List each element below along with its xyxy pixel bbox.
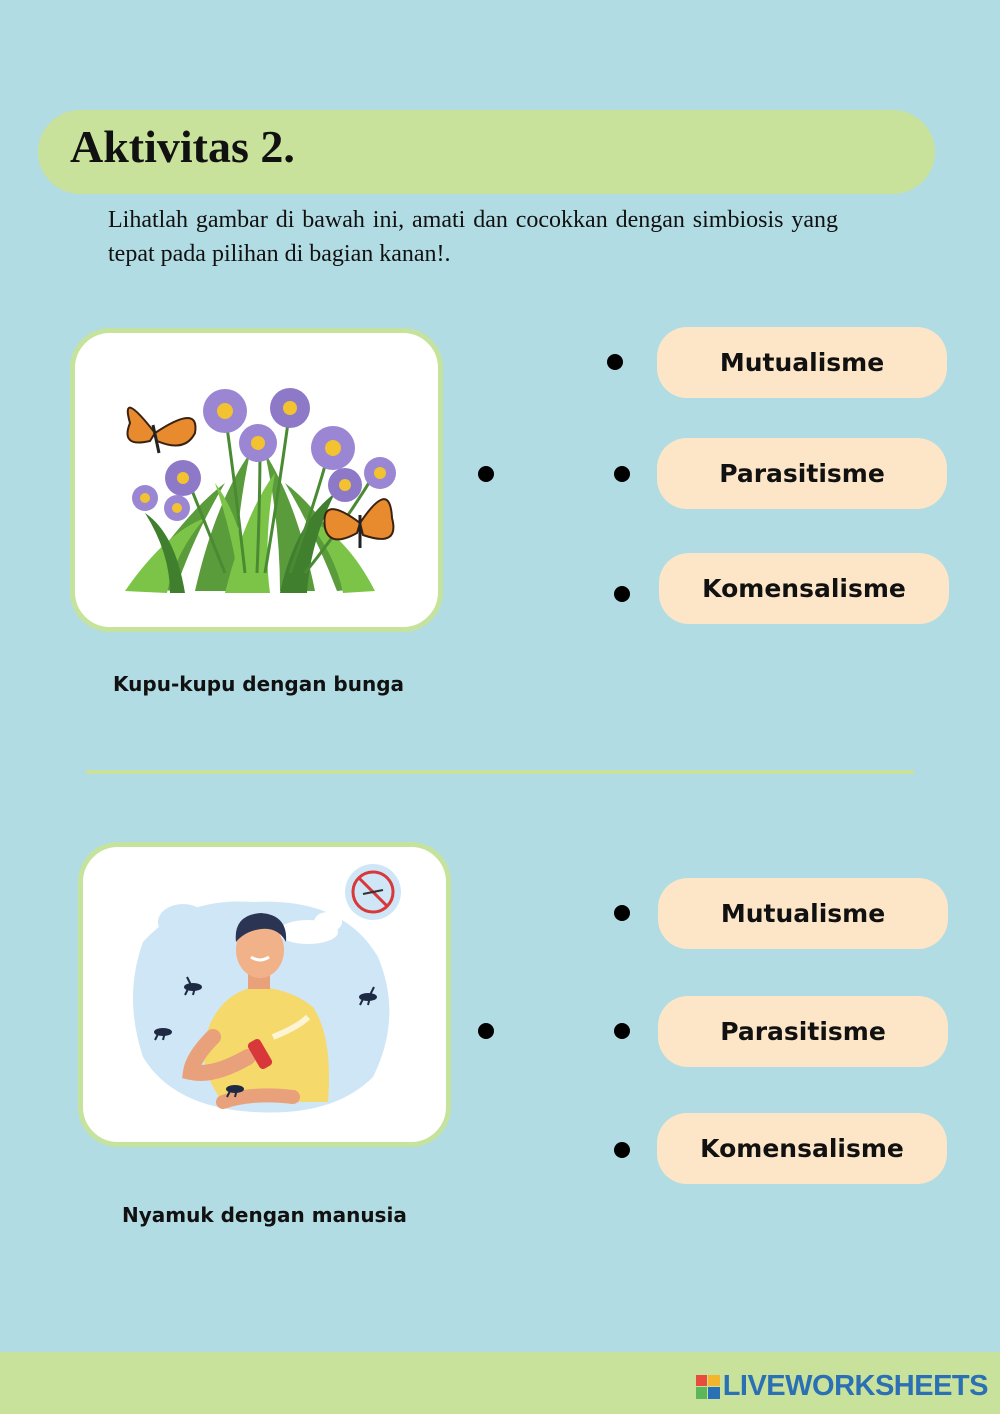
brand-name: LIVEWORKSHEETS [722, 1370, 988, 1402]
section-divider [86, 770, 914, 774]
option-item2-komensalisme[interactable]: Komensalisme [657, 1113, 947, 1184]
liveworksheets-logo-icon [696, 1375, 720, 1399]
title-banner [38, 110, 935, 194]
match-dot-item2[interactable] [478, 1023, 494, 1039]
caption-mosquito-human: Nyamuk dengan manusia [122, 1203, 407, 1227]
match-dot-item1-parasitisme[interactable] [614, 466, 630, 482]
instruction-text: Lihatlah gambar di bawah ini, amati dan cocokkan dengan simbiosis yang tepat pada pilihan di bagian kanan!. [108, 207, 838, 267]
match-dot-item2-parasitisme[interactable] [614, 1023, 630, 1039]
option-item2-mutualisme[interactable]: Mutualisme [658, 878, 948, 949]
option-item1-parasitisme[interactable]: Parasitisme [657, 438, 947, 509]
caption-butterfly-flower: Kupu-kupu dengan bunga [113, 672, 405, 696]
footer-bar [0, 1352, 1000, 1414]
match-dot-item1-komensalisme[interactable] [614, 586, 630, 602]
butterfly-flower-illustration [75, 333, 438, 627]
mosquito-human-image [78, 842, 451, 1147]
liveworksheets-logo[interactable] [696, 1370, 988, 1403]
match-dot-item1[interactable] [478, 466, 494, 482]
option-item1-komensalisme[interactable]: Komensalisme [659, 553, 949, 624]
option-item1-mutualisme[interactable]: Mutualisme [657, 327, 947, 398]
butterfly-flower-image [70, 328, 443, 632]
match-dot-item1-mutualisme[interactable] [607, 354, 623, 370]
match-dot-item2-komensalisme[interactable] [614, 1142, 630, 1158]
match-dot-item2-mutualisme[interactable] [614, 905, 630, 921]
mosquito-human-illustration [83, 847, 446, 1142]
page-title: Aktivitas 2. [70, 121, 295, 172]
option-item2-parasitisme[interactable]: Parasitisme [658, 996, 948, 1067]
